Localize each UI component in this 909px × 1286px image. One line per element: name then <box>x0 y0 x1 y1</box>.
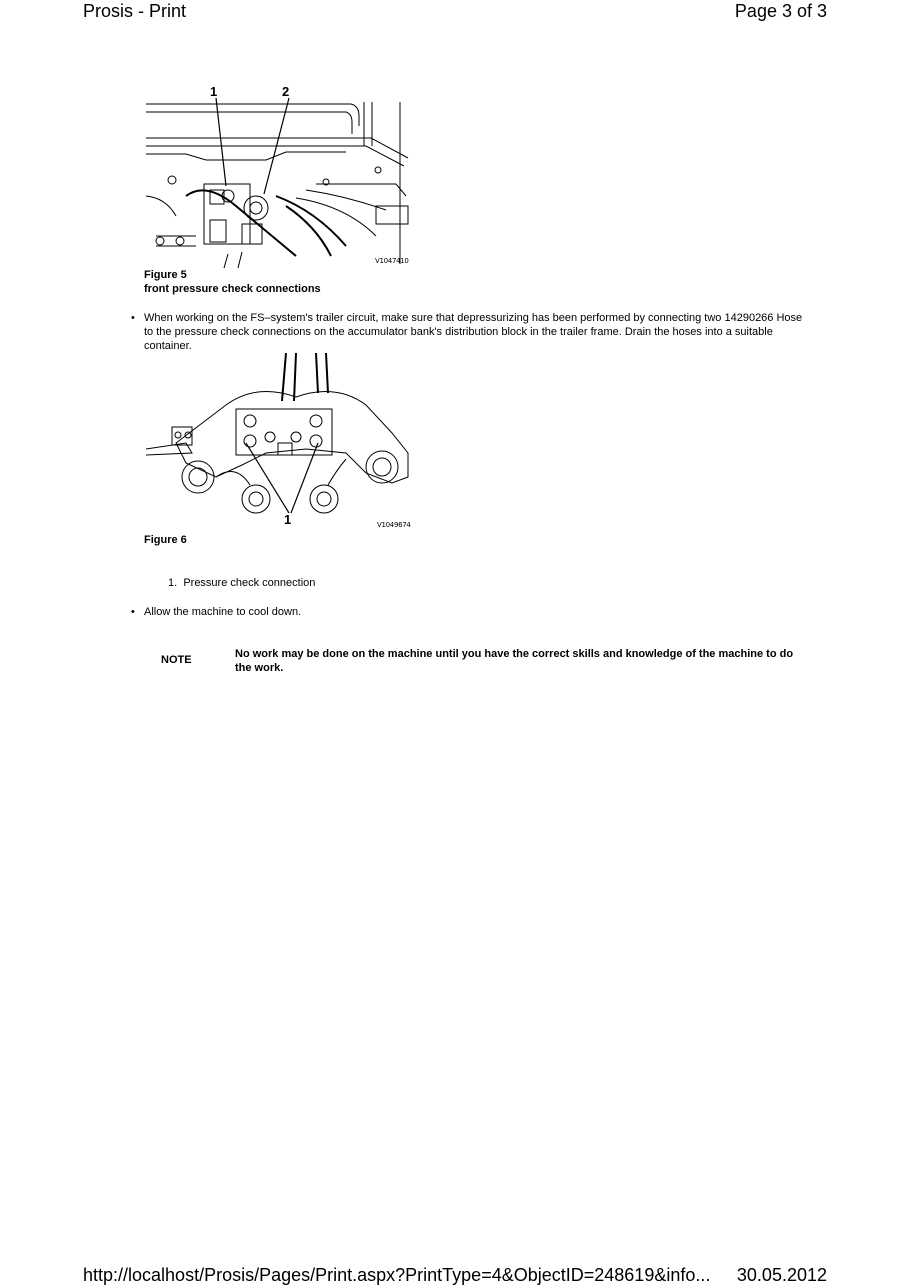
note-text: No work may be done on the machine until you have the correct skills and knowledge of the machine to do the work. <box>235 648 794 674</box>
legend-item-text: Pressure check connection <box>183 577 316 589</box>
note-label: NOTE <box>161 654 192 666</box>
footer-url: http://localhost/Prosis/Pages/Print.aspx?PrintType=4&ObjectID=248619&info... <box>83 1265 711 1285</box>
figure-6-number: Figure 6 <box>144 534 187 546</box>
bullet-marker: • <box>131 312 135 324</box>
figure-6-code: V1049674 <box>377 521 411 529</box>
page-header-title: Prosis - Print <box>83 1 187 21</box>
footer-date: 30.05.2012 <box>736 1265 827 1285</box>
figure-6-callout-1: 1 <box>284 512 292 527</box>
figure-5-number: Figure 5 <box>144 269 187 281</box>
figure-5-caption: front pressure check connections <box>144 283 321 295</box>
figure-5-callout-2: 2 <box>282 84 290 99</box>
figure-5-code: V1047410 <box>375 257 409 265</box>
trailer-depressurize-step: When working on the FS–system's trailer circuit, make sure that depressurizing has been performed by connecting two 14290266 Hose to the pressure check connections on the accumulator bank's distribution block in the trailer frame. Drain the hoses into a suitable container. <box>144 312 803 352</box>
page-number: Page 3 of 3 <box>734 1 827 21</box>
bullet-marker: • <box>131 606 135 618</box>
legend-item <box>168 576 315 590</box>
figure-5-callout-1: 1 <box>210 84 218 99</box>
figure-5-illustration <box>146 86 416 268</box>
figure-6-illustration <box>146 353 416 533</box>
legend-item-number: 1. <box>168 577 178 589</box>
cool-down-step: Allow the machine to cool down. <box>144 606 302 618</box>
